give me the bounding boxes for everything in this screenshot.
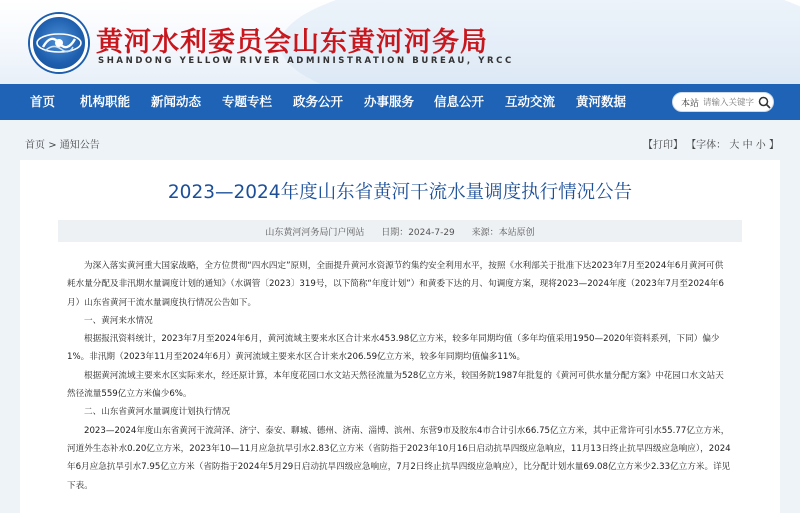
nav-item-functions[interactable]: 机构职能 xyxy=(80,94,131,109)
body-line: 然径流量559亿立方米偏少6%。 xyxy=(67,389,192,400)
body-line: 耗水量分配及非汛期水量调度计划的通知》（水调管〔2023〕319号，以下简称“年度计划”）和黄委下达的月、旬调度方案，现将2023—2024年度（2023年7月至2024年6 xyxy=(67,279,724,290)
article-tools xyxy=(643,136,779,151)
body-line: 下表。 xyxy=(67,480,93,491)
article-body xyxy=(67,257,731,495)
font-size-label: 【字体： xyxy=(686,140,727,151)
body-line: 根据黄河流域主要来水区实际来水，经还原计算，本年度花园口水文站天然径流量为528亿立方米，较国务院1987年批复的《黄河可供水量分配方案》中花园口水文站天 xyxy=(84,370,724,381)
nav-item-news[interactable]: 新闻动态 xyxy=(151,94,202,109)
search-scope-label[interactable]: 本站 xyxy=(681,99,700,109)
font-large-button[interactable]: 大 xyxy=(729,140,740,151)
nav-item-home[interactable]: 首页 xyxy=(30,94,56,109)
nav-item-topics[interactable]: 专题专栏 xyxy=(222,94,273,109)
body-line: 1%。非汛期（2023年11月至2024年6月）黄河流域主要来水区合计来水206.59亿立方米，较多年同期均值偏多11%。 xyxy=(67,352,526,363)
breadcrumb xyxy=(25,136,100,151)
body-line: 为深入落实黄河重大国家战略，全方位贯彻“四水四定”原则，全面提升黄河水资源节约集约安全利用水平，按照《水利部关于批准下达2023年7月至2024年6月黄河可供 xyxy=(84,261,724,271)
article-origin: 来源：本站原创 xyxy=(471,228,535,238)
article-date: 日期：2024-7-29 xyxy=(381,228,455,238)
article-source-site: 山东黄河河务局门户网站 xyxy=(265,228,365,238)
article-title: 2023—2024年度山东省黄河干流水量调度执行情况公告 xyxy=(167,182,633,203)
site-title[interactable]: 黄河水利委员会山东黄河河务局 xyxy=(96,27,488,58)
breadcrumb-separator: > xyxy=(48,140,57,151)
site-subtitle: SHANDONG YELLOW RIVER ADMINISTRATION BUREAU, YRCC xyxy=(98,56,514,66)
yrcc-emblem-icon[interactable] xyxy=(30,14,88,72)
nav-item-data[interactable]: 黄河数据 xyxy=(576,94,627,109)
font-medium-button[interactable]: 中 xyxy=(742,140,753,151)
nav-item-government-affairs[interactable]: 政务公开 xyxy=(293,94,344,109)
nav-item-disclosure[interactable]: 信息公开 xyxy=(434,94,485,109)
font-small-button[interactable]: 小 xyxy=(755,140,766,151)
article-meta xyxy=(58,225,742,238)
section-heading: 一、黄河来水情况 xyxy=(84,315,153,326)
print-button[interactable]: 【打印】 xyxy=(643,140,683,151)
body-line: 2023—2024年度山东省黄河干流菏泽、济宁、泰安、聊城、德州、济南、淄博、滨州、东营9市及胶东4市合计引水66.75亿立方米，其中正常许可引水55.77亿立方米， xyxy=(84,425,730,436)
breadcrumb-home[interactable]: 首页 xyxy=(25,140,45,151)
section-heading: 二、山东省黄河水量调度计划执行情况 xyxy=(84,407,231,418)
search-box xyxy=(672,92,774,112)
nav-item-interaction[interactable]: 互动交流 xyxy=(505,94,556,109)
breadcrumb-bar xyxy=(0,128,800,154)
body-line: 年6月应急抗旱引水7.95亿立方米（省防指于2024年5月29日启动抗旱四级应急响应，7月2日终止抗旱四级应急响应），比分配计划水量69.08亿立方米少2.33亿立方米。详见 xyxy=(67,462,731,473)
site-header xyxy=(0,0,800,84)
article-meta-bar xyxy=(58,220,742,242)
article-container xyxy=(20,160,780,513)
font-size-end: 】 xyxy=(768,140,779,151)
nav-item-services[interactable]: 办事服务 xyxy=(364,94,415,109)
breadcrumb-current[interactable]: 通知公告 xyxy=(59,140,100,151)
body-line: 月）山东省黄河干流水量调度执行情况公告如下。 xyxy=(67,297,257,308)
search-icon[interactable] xyxy=(757,95,772,110)
search-input[interactable] xyxy=(703,95,755,110)
body-line: 根据报汛资料统计，2023年7月至2024年6月，黄河流域主要来水区合计来水453.98亿立方米，较多年同期均值（多年均值采用1950—2020年资料系列，下同）偏少 xyxy=(84,334,720,345)
body-line: 河道外生态补水0.20亿立方米，2023年10—11月应急抗旱引水2.83亿立方米（省防指于2023年10月16日启动抗旱四级应急响应，11月13日终止抗旱四级应急响应），2024 xyxy=(67,443,731,454)
